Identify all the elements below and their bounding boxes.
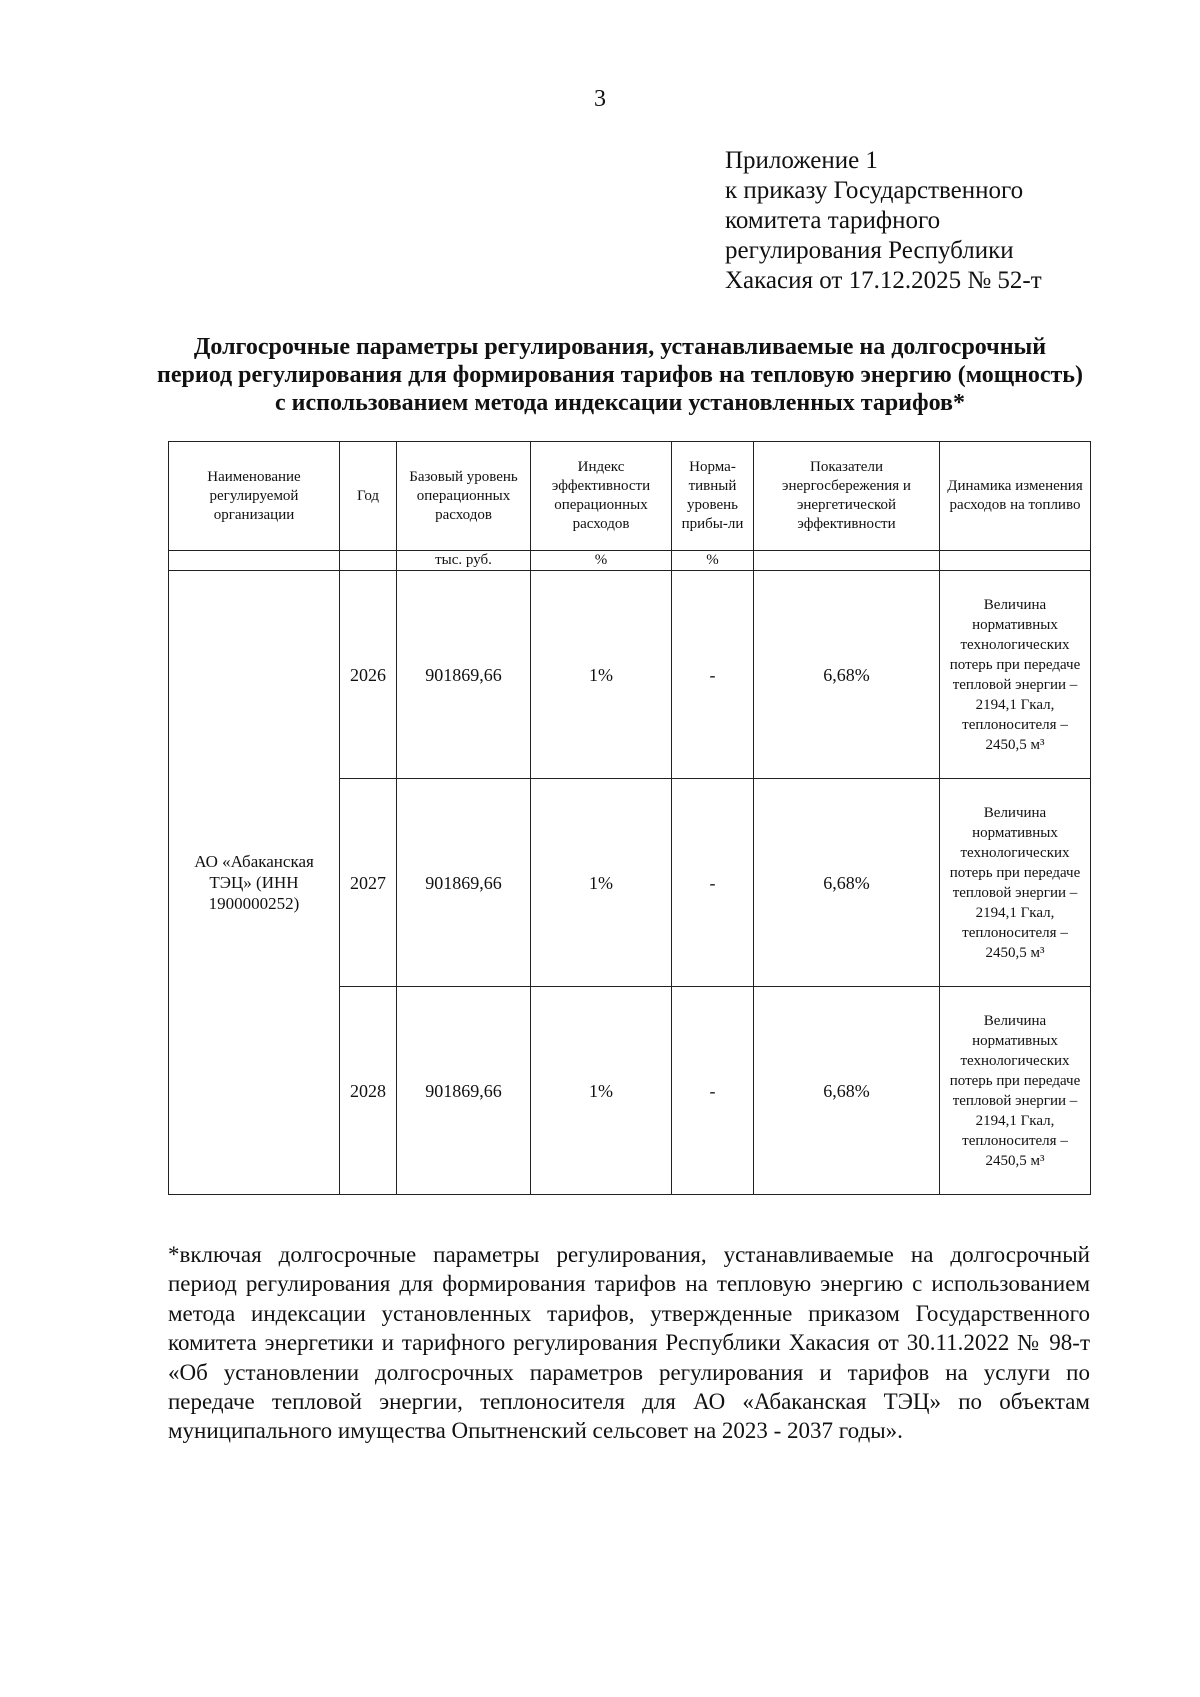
units-fuel-dynamics [940, 551, 1091, 571]
normative-profit-cell: - [672, 571, 754, 779]
units-normative-profit: % [672, 551, 754, 571]
table-units-row [169, 551, 1091, 571]
appendix-line: Хакасия от 17.12.2025 № 52-т [725, 267, 1042, 294]
title-line: период регулирования для формирования тарифов на тепловую энергию (мощность) [157, 362, 1083, 388]
units-base-opex: тыс. руб. [397, 551, 531, 571]
table-header-row [169, 442, 1091, 551]
fuel-dynamics-cell: Величина нормативных технологических потерь при передаче тепловой энергии – 2194,1 Гкал, теплоносителя – 2450,5 м³ [940, 987, 1091, 1195]
normative-profit-cell: - [672, 779, 754, 987]
header-org: Наименование регулируемой организации [169, 442, 340, 551]
appendix-line: комитета тарифного [725, 207, 941, 234]
efficiency-index-cell: 1% [531, 571, 672, 779]
energy-saving-cell: 6,68% [754, 571, 940, 779]
appendix-line: Приложение 1 [725, 147, 878, 174]
header-fuel-dynamics: Динамика изменения расходов на топливо [940, 442, 1091, 551]
page-number: 3 [594, 86, 606, 112]
energy-saving-cell: 6,68% [754, 779, 940, 987]
fuel-dynamics-cell: Величина нормативных технологических потерь при передаче тепловой энергии – 2194,1 Гкал, теплоносителя – 2450,5 м³ [940, 571, 1091, 779]
header-normative-profit: Норма-тивный уровень прибы-ли [672, 442, 754, 551]
header-efficiency-index: Индекс эффективности операционных расходов [531, 442, 672, 551]
header-energy-saving: Показатели энергосбережения и энергетической эффективности [754, 442, 940, 551]
energy-saving-cell: 6,68% [754, 987, 940, 1195]
normative-profit-cell: - [672, 987, 754, 1195]
appendix-line: регулирования Республики [725, 237, 1014, 264]
table-row [169, 571, 1091, 779]
appendix-line: к приказу Государственного [725, 177, 1024, 204]
parameters-table [168, 441, 1091, 1195]
year-cell: 2027 [340, 779, 397, 987]
base-opex-cell: 901869,66 [397, 571, 531, 779]
footnote: *включая долгосрочные параметры регулирования, устанавливаемые на долгосрочный период регулирования для формирования тарифов на тепловую энергию с использованием метода индексации установленных тарифов, утвержденные приказом Государственного комитета энергетики и тарифного регулирования Республики Хакасия от 30.11.2022 № 98-т «Об установлении долгосрочных параметров регулирования и тарифов на услуги по передаче тепловой энергии, теплоносителя для АО «Абаканская ТЭЦ» по объектам муниципального имущества Опытненский сельсовет на 2023 - 2037 годы». [168, 1242, 1090, 1444]
year-cell: 2026 [340, 571, 397, 779]
document-title [140, 333, 1100, 417]
units-year [340, 551, 397, 571]
title-line: с использованием метода индексации установленных тарифов* [275, 390, 965, 416]
header-base-opex: Базовый уровень операционных расходов [397, 442, 531, 551]
appendix-heading [725, 146, 1042, 296]
base-opex-cell: 901869,66 [397, 987, 531, 1195]
year-cell: 2028 [340, 987, 397, 1195]
header-year: Год [340, 442, 397, 551]
units-energy-saving [754, 551, 940, 571]
base-opex-cell: 901869,66 [397, 779, 531, 987]
organization-cell: АО «Абаканская ТЭЦ» (ИНН 1900000252) [169, 571, 340, 1195]
title-line: Долгосрочные параметры регулирования, устанавливаемые на долгосрочный [193, 334, 1047, 360]
units-efficiency-index: % [531, 551, 672, 571]
units-org [169, 551, 340, 571]
efficiency-index-cell: 1% [531, 779, 672, 987]
efficiency-index-cell: 1% [531, 987, 672, 1195]
fuel-dynamics-cell: Величина нормативных технологических потерь при передаче тепловой энергии – 2194,1 Гкал, теплоносителя – 2450,5 м³ [940, 779, 1091, 987]
